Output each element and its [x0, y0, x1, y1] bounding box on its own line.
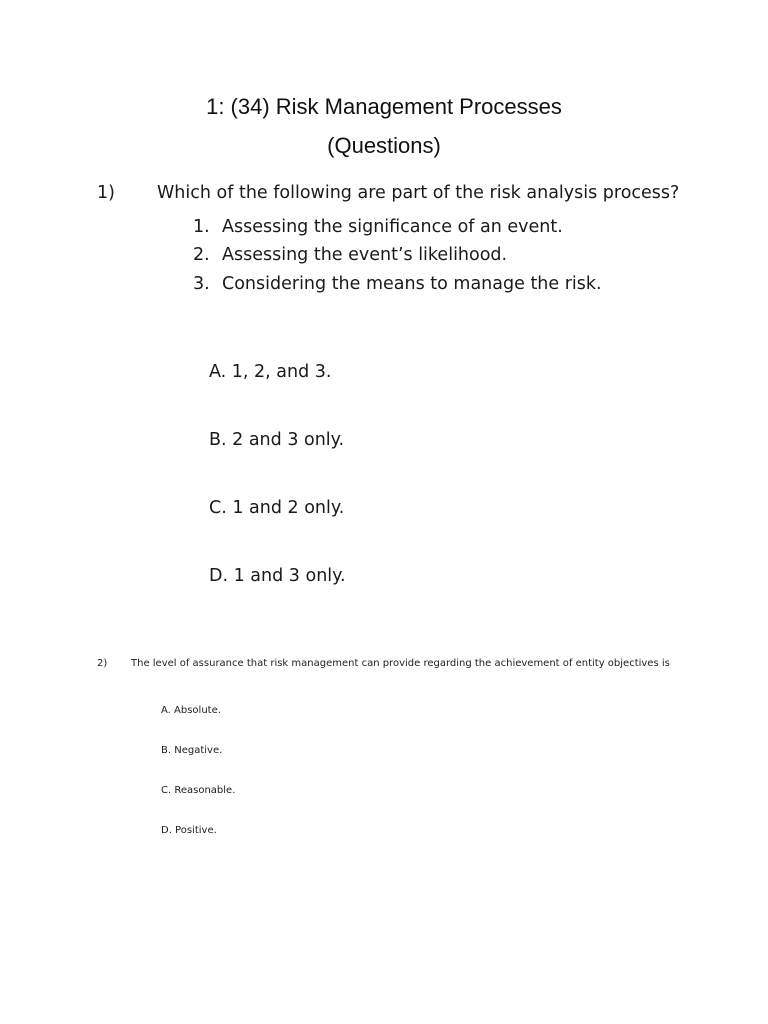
answer-option-d: D. Positive.	[161, 825, 217, 836]
list-item-number: 2.	[193, 245, 210, 265]
list-item: Considering the means to manage the risk.	[222, 274, 602, 294]
question-text: Which of the following are part of the risk analysis process?	[157, 183, 680, 203]
answer-option-d: D. 1 and 3 only.	[209, 566, 346, 586]
answer-option-b: B. Negative.	[161, 745, 223, 756]
list-item: Assessing the significance of an event.	[222, 217, 563, 237]
list-item-number: 3.	[193, 274, 210, 294]
list-item-number: 1.	[193, 217, 210, 237]
question-number: 2)	[97, 658, 108, 669]
answer-option-a: A. Absolute.	[161, 705, 221, 716]
page-subtitle: (Questions)	[327, 133, 441, 158]
answer-option-a: A. 1, 2, and 3.	[209, 362, 332, 382]
answer-option-b: B. 2 and 3 only.	[209, 430, 345, 450]
answer-option-c: C. Reasonable.	[161, 785, 236, 796]
answer-option-c: C. 1 and 2 only.	[209, 498, 345, 518]
page-title: 1: (34) Risk Management Processes	[206, 94, 562, 119]
list-item: Assessing the event’s likelihood.	[222, 245, 508, 265]
question-text: The level of assurance that risk management can provide regarding the achievement of entity objectives is	[131, 658, 670, 669]
question-number: 1)	[97, 183, 115, 203]
